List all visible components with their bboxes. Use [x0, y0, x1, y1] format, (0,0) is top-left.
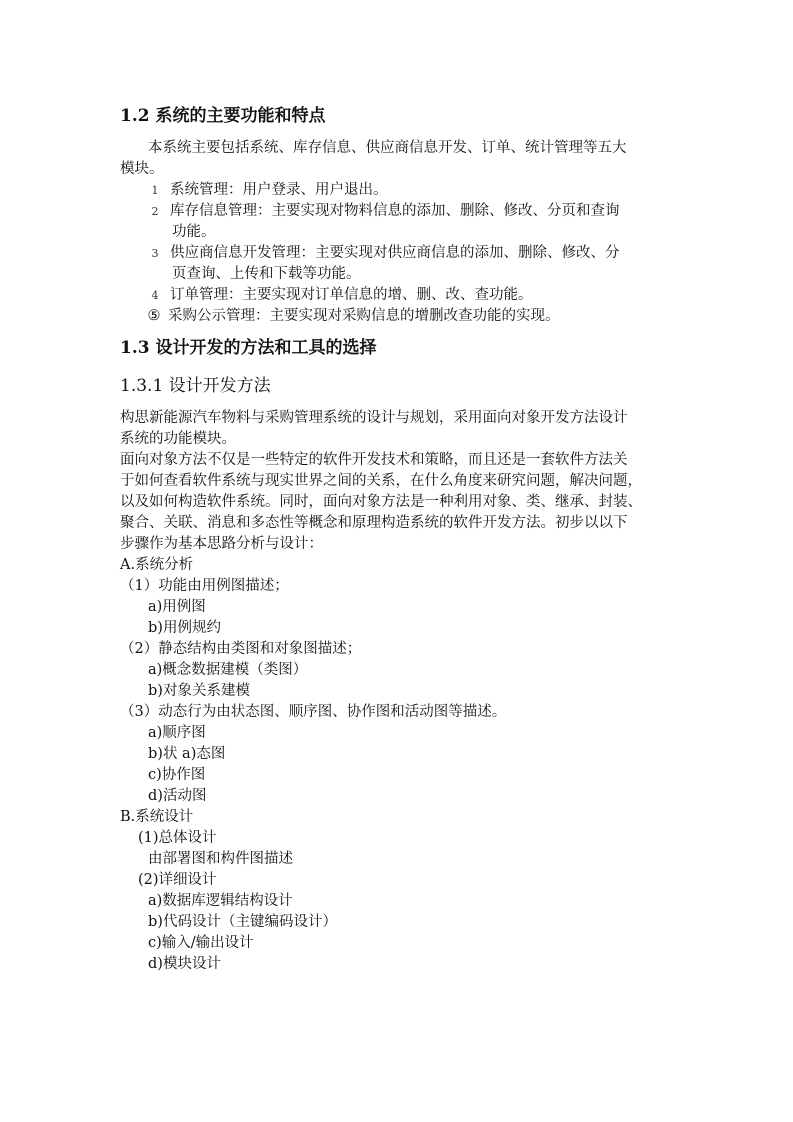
outline-item: a)顺序图 — [148, 725, 206, 741]
list-item — [148, 243, 708, 264]
list-item — [148, 201, 708, 222]
paragraph-line: 于如何查看软件系统与现实世界之间的关系，在什么角度来研究问题，解决问题， — [120, 473, 642, 489]
item-continuation: 页查询、上传和下载等功能。 — [172, 266, 361, 282]
item-marker: 2 — [151, 205, 159, 218]
list-item — [148, 180, 708, 201]
outline-item: b)对象关系建模 — [148, 683, 250, 699]
outline-item: (1)总体设计 — [138, 830, 217, 846]
item-text: 供应商信息开发管理：主要实现对供应商信息的添加、删除、修改、分 — [170, 245, 620, 261]
outline-item: (2)详细设计 — [138, 872, 217, 888]
item-marker: 3 — [151, 247, 159, 260]
outline-item: b)用例规约 — [148, 620, 221, 636]
item-marker: ⑤ — [147, 308, 161, 324]
item-text: 订单管理：主要实现对订单信息的增、删、改、查功能。 — [170, 287, 533, 303]
item-marker: 4 — [151, 289, 159, 302]
paragraph-line: 以及如何构造软件系统。同时，面向对象方法是一种利用对象、类、继承、封装、 — [120, 494, 642, 510]
outline-item: （2）静态结构由类图和对象图描述； — [120, 641, 362, 657]
outline-item: A.系统分析 — [120, 557, 194, 573]
section-heading-1-2: 1.2 系统的主要功能和特点 — [120, 106, 326, 126]
outline-item: b)状 a)态图 — [148, 746, 226, 762]
outline-item: B.系统设计 — [120, 809, 194, 825]
outline-item: 由部署图和构件图描述 — [148, 851, 293, 867]
item-continuation: 功能。 — [172, 224, 216, 240]
outline-item: （1）功能由用例图描述； — [120, 578, 289, 594]
outline-item: c)协作图 — [148, 767, 206, 783]
paragraph-line: 聚合、关联、消息和多态性等概念和原理构造系统的软件开发方法。初步以以下 — [120, 515, 628, 531]
paragraph-line: 面向对象方法不仅是一些特定的软件开发技术和策略，而且还是一套软件方法关 — [120, 452, 628, 468]
paragraph-line: 步骤作为基本思路分析与设计： — [120, 536, 323, 552]
item-text: 系统管理：用户登录、用户退出。 — [170, 182, 388, 198]
item-text: 采购公示管理：主要实现对采购信息的增删改查功能的实现。 — [168, 308, 560, 324]
intro-line-2: 模块。 — [120, 161, 164, 177]
list-item — [148, 285, 708, 306]
outline-item: a)数据库逻辑结构设计 — [148, 893, 293, 909]
outline-item: a)用例图 — [148, 599, 206, 615]
list-item — [146, 306, 706, 327]
section-heading-1-3: 1.3 设计开发的方法和工具的选择 — [120, 338, 377, 358]
paragraph-line: 构思新能源汽车物料与采购管理系统的设计与规划，采用面向对象开发方法设计 — [120, 410, 628, 426]
item-marker: 1 — [151, 184, 159, 197]
outline-item: d)活动图 — [148, 788, 207, 804]
outline-item: c)输入/输出设计 — [148, 935, 254, 951]
subsection-heading-1-3-1: 1.3.1 设计开发方法 — [120, 376, 271, 396]
outline-item: （3）动态行为由状态图、顺序图、协作图和活动图等描述。 — [120, 704, 507, 720]
outline-item: b)代码设计（主键编码设计） — [148, 914, 337, 930]
intro-line-1: 本系统主要包括系统、库存信息、供应商信息开发、订单、统计管理等五大 — [148, 140, 627, 156]
outline-item: a)概念数据建模（类图） — [148, 662, 308, 678]
paragraph-line: 系统的功能模块。 — [120, 431, 236, 447]
outline-item: d)模块设计 — [148, 956, 221, 972]
item-text: 库存信息管理：主要实现对物料信息的添加、删除、修改、分页和查询 — [170, 203, 620, 219]
